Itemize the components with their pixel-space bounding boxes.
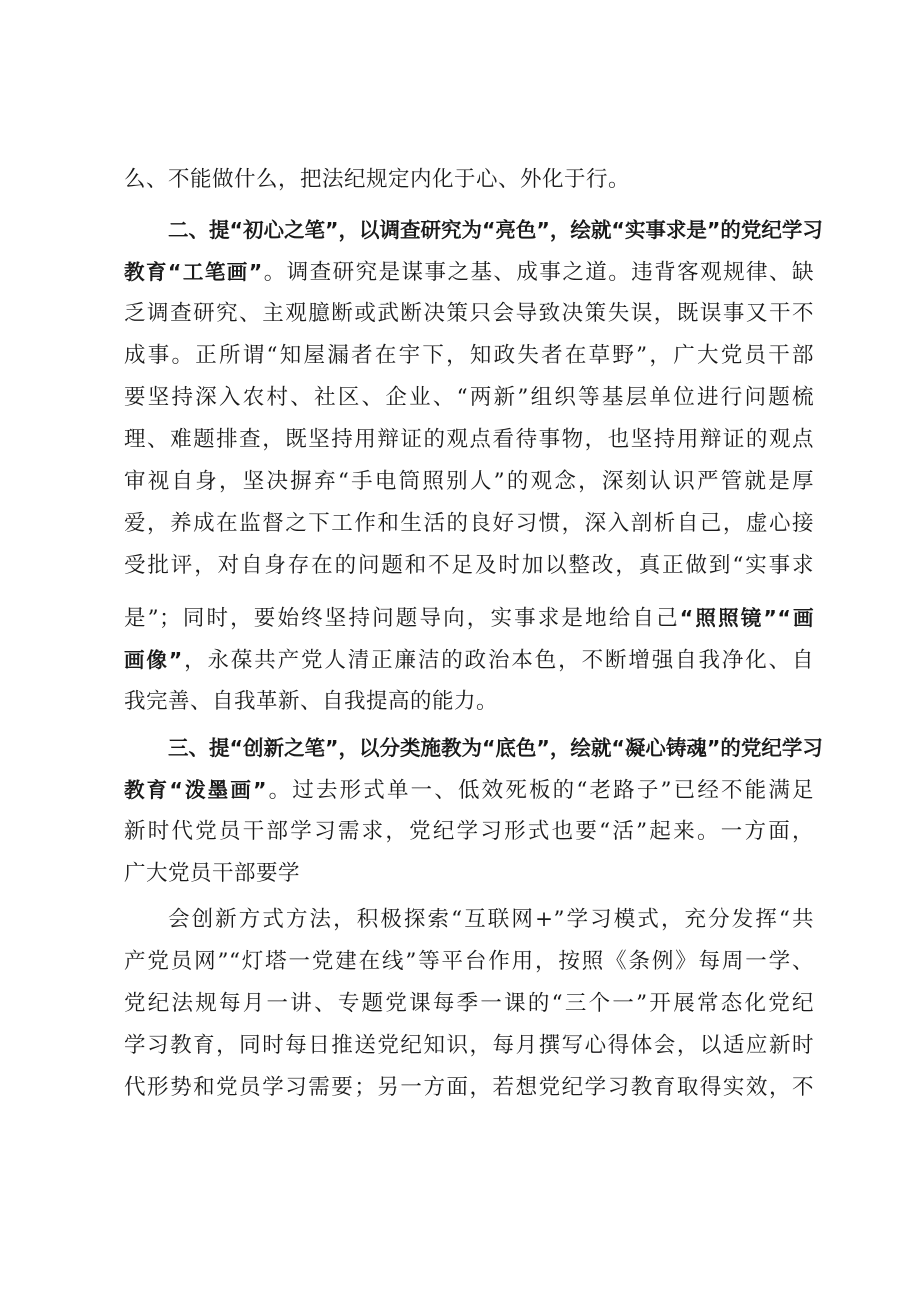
paragraph-line bbox=[124, 596, 814, 640]
paragraph-line: 成事。正所谓“知屋漏者在宇下，知政失者在草野”，广大党员干部 bbox=[124, 343, 814, 368]
paragraph-line: 审视自身，坚决摒弃“手电筒照别人”的观念，深刻认识严管就是厚 bbox=[124, 469, 814, 494]
paragraph-text: 。调查研究是谋事之基、成事之道。违背客观规律、缺 bbox=[262, 260, 814, 285]
section-heading-2-tail: 教育“工笔画” bbox=[124, 260, 263, 284]
paragraph-line: 理、难题排查，既坚持用辩证的观点看待事物，也坚持用辩证的观点 bbox=[124, 427, 814, 452]
paragraph-text: 是”；同时，要始终坚持问题导向，实事求是地给自己 bbox=[124, 606, 680, 631]
section-heading-3-tail: 教育“泼墨画” bbox=[124, 778, 267, 802]
paragraph-line: 爱，养成在监督之下工作和生活的良好习惯，深入剖析自己，虚心接 bbox=[124, 511, 814, 536]
paragraph-line: 么、不能做什么，把法纪规定内化于心、外化于行。 bbox=[124, 167, 631, 192]
paragraph-line: 受批评，对自身存在的问题和不足及时加以整改，真正做到“实事求 bbox=[124, 553, 814, 578]
emphasis-text: “照照镜”“画 bbox=[679, 606, 815, 630]
paragraph-line bbox=[124, 768, 814, 812]
paragraph-line: 产党员网”“灯塔一党建在线”等平台作用，按照《条例》每周一学、 bbox=[124, 949, 814, 974]
paragraph-line: 我完善、自我革新、自我提高的能力。 bbox=[124, 689, 499, 714]
paragraph-line: 学习教育，同时每日推送党纪知识，每月撰写心得体会，以适应新时 bbox=[124, 1033, 814, 1058]
paragraph-line: 党纪法规每月一讲、专题党课每季一课的“三个一”开展常态化党纪 bbox=[124, 991, 814, 1016]
paragraph-line bbox=[124, 250, 814, 294]
paragraph-text: ，永葆共产党人清正廉洁的政治本色，不断增强自我净化、自 bbox=[182, 648, 814, 673]
paragraph-line: 新时代党员干部学习需求，党纪学习形式也要“活”起来。一方面， bbox=[124, 819, 814, 844]
paragraph-line: 代形势和党员学习需要；另一方面，若想党纪学习教育取得实效，不 bbox=[124, 1075, 814, 1100]
paragraph-line: 乏调查研究、主观臆断或武断决策只会导致决策失误，既误事又干不 bbox=[124, 301, 814, 326]
paragraph-line: 会创新方式方法，积极探索“互联网+”学习模式，充分发挥“共 bbox=[168, 907, 814, 932]
emphasis-text: 画像” bbox=[124, 648, 183, 672]
paragraph-line: 要坚持深入农村、社区、企业、“两新”组织等基层单位进行问题梳 bbox=[124, 385, 814, 410]
paragraph-text: 。过去形式单一、低效死板的“老路子”已经不能满足 bbox=[266, 778, 814, 803]
paragraph-line: 广大党员干部要学 bbox=[124, 861, 301, 886]
paragraph-line bbox=[124, 638, 814, 682]
section-heading-2: 二、提“初心之笔”，以调查研究为“亮色”，绘就“实事求是”的党纪学习 bbox=[168, 218, 823, 242]
section-heading-3: 三、提“创新之笔”，以分类施教为“底色”，绘就“凝心铸魂”的党纪学习 bbox=[168, 736, 823, 760]
